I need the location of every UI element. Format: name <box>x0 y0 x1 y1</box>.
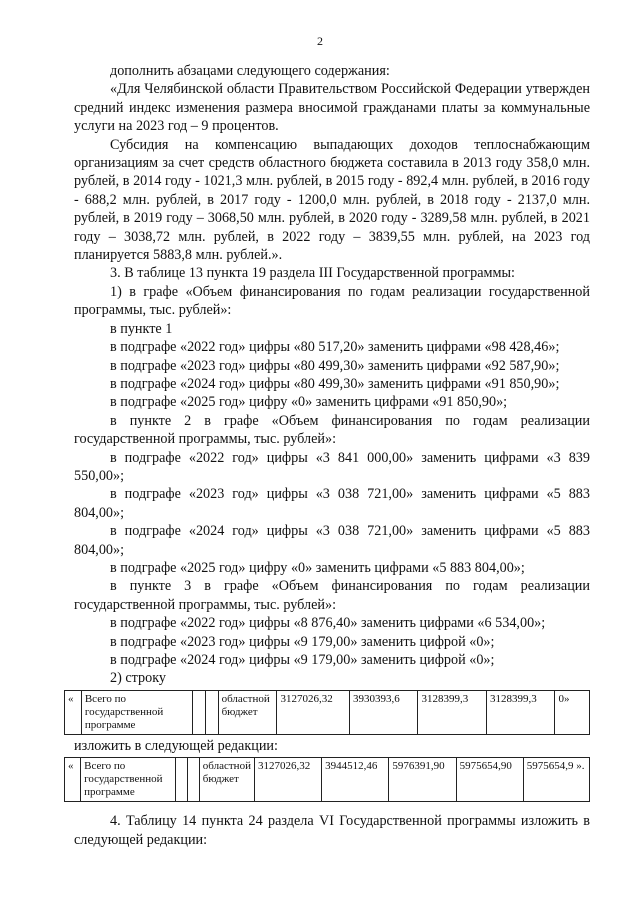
table-cell: 3944512,46 <box>322 758 389 802</box>
paragraph: в подграфе «2023 год» цифры «80 499,30» заменить цифрами «92 587,90»; <box>110 357 560 374</box>
table-cell <box>192 690 205 734</box>
paragraph: дополнить абзацами следующего содержания: <box>110 63 390 79</box>
table-row <box>65 690 590 734</box>
paragraph: в подграфе «2022 год» цифры «80 517,20» заменить цифрами «98 428,46»; <box>110 339 560 356</box>
table-cell: 5976391,90 <box>389 758 456 802</box>
new-row-table <box>64 757 590 802</box>
paragraph: в подграфе «2024 год» цифры «3 038 721,00» заменить цифрами «5 883 804,00»; <box>74 523 590 558</box>
table-cell: Всего по государственной программе <box>81 758 176 802</box>
paragraph: в подграфе «2022 год» цифры «8 876,40» заменить цифрами «6 534,00»; <box>110 615 546 632</box>
paragraph: изложить в следующей редакции: <box>74 737 278 754</box>
table-cell: областной бюджет <box>199 758 254 802</box>
table-cell: областной бюджет <box>218 690 277 734</box>
paragraph: в подграфе «2024 год» цифры «80 499,30» заменить цифрами «91 850,90»; <box>110 375 560 392</box>
table-cell: 0» <box>555 690 590 734</box>
paragraph: 3. В таблице 13 пункта 19 раздела III Государственной программы: <box>110 265 515 282</box>
paragraph: в подграфе «2023 год» цифры «3 038 721,00» заменить цифрами «5 883 804,00»; <box>74 486 590 521</box>
paragraph: в пункте 3 в графе «Объем финансирования по годам реализации государственной программы, тыс. рублей»: <box>74 578 590 613</box>
table-cell: « <box>65 758 81 802</box>
table-cell: Всего по государственной программе <box>81 690 192 734</box>
document-body <box>68 62 590 849</box>
paragraph: в подграфе «2025 год» цифру «0» заменить цифрами «5 883 804,00»; <box>110 559 525 576</box>
paragraph: в подграфе «2024 год» цифры «9 179,00» заменить цифрой «0»; <box>110 652 495 668</box>
paragraph: в подграфе «2025 год» цифру «0» заменить цифрами «91 850,90»; <box>110 394 508 411</box>
table-cell: 3930393,6 <box>349 690 418 734</box>
table-cell: 3127026,32 <box>277 690 350 734</box>
page-number: 2 <box>317 34 323 48</box>
paragraph: в пункте 2 в графе «Объем финансирования по годам реализации государственной программы, тыс. рублей»: <box>74 412 590 448</box>
paragraph: 1) в графе «Объем финансирования по годам реализации государственной программы, тыс. рублей»: <box>74 283 590 319</box>
table-cell: 3127026,32 <box>254 758 321 802</box>
table-cell: 5975654,90 <box>456 758 523 802</box>
paragraph: Субсидия на компенсацию выпадающих доходов теплоснабжающим организациям за счет средств областного бюджета составила в 2013 году 358,0 млн. рублей, в 2014 году - 1021,3 млн. рублей, в 2015 году - 892,4 млн. рублей, в 2016 году - 688,2 млн. рублей, в 2017 году - 1200,0 млн. рублей, в 2018 году - 2137,0 млн. рублей, в 2019 году – 3068,50 млн. рублей, в 2020 году - 3289,58 млн. рублей, в 2021 году – 3038,72 млн. рублей, в 2022 году – 3839,55 млн. рублей, на 2023 год планируется 5883,8 млн. рублей.». <box>74 136 590 264</box>
paragraph: 2) строку <box>110 670 167 687</box>
table-cell <box>176 758 188 802</box>
paragraph: в подграфе «2023 год» цифры «9 179,00» заменить цифрой «0»; <box>110 633 495 650</box>
paragraph: 4. Таблицу 14 пункта 24 раздела VI Государственной программы изложить в следующей редакции: <box>74 813 590 848</box>
table-cell: « <box>65 690 82 734</box>
table-cell <box>205 690 218 734</box>
table-cell: 3128399,3 <box>418 690 487 734</box>
old-row-table <box>64 690 590 735</box>
table-cell: 3128399,3 <box>486 690 555 734</box>
paragraph: в пункте 1 <box>110 320 173 337</box>
table-row <box>65 758 590 802</box>
table-cell <box>187 758 199 802</box>
paragraph: «Для Челябинской области Правительством Российской Федерации утвержден средний индекс изменения размера вносимой гражданами платы за коммунальные услуги на 2023 год – 9 процентов. <box>74 81 590 135</box>
paragraph: в подграфе «2022 год» цифры «3 841 000,00» заменить цифрами «3 839 550,00»; <box>74 449 590 484</box>
table-cell: 5975654,9 ». <box>523 758 589 802</box>
